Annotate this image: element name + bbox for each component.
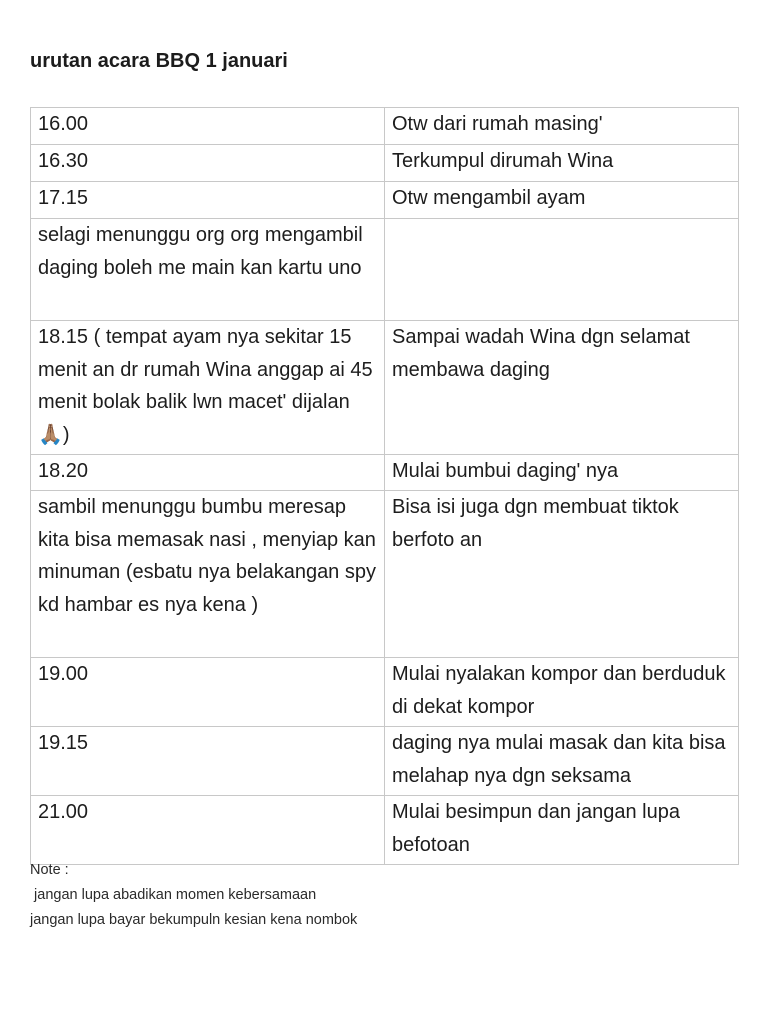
time-cell: selagi menunggu org org mengambil daging boleh me main kan kartu uno [31, 219, 385, 321]
table-row [31, 491, 739, 658]
table-row [31, 658, 739, 727]
time-cell: 16.00 [31, 108, 385, 145]
table-row [31, 108, 739, 145]
note-line: jangan lupa abadikan momen kebersamaan [30, 887, 317, 903]
time-cell: 19.00 [31, 658, 385, 727]
activity-cell: Sampai wadah Wina dgn selamat membawa daging [385, 321, 739, 455]
activity-cell: Otw dari rumah masing' [385, 108, 739, 145]
time-cell: 18.20 [31, 455, 385, 491]
activity-cell: daging nya mulai masak dan kita bisa melahap nya dgn seksama [385, 727, 739, 796]
table-row [31, 796, 739, 865]
activity-cell: Otw mengambil ayam [385, 182, 739, 219]
activity-cell [385, 219, 739, 321]
activity-cell: Terkumpul dirumah Wina [385, 145, 739, 182]
time-cell: 21.00 [31, 796, 385, 865]
schedule-table [30, 107, 739, 865]
time-cell: sambil menunggu bumbu meresap kita bisa memasak nasi , menyiap kan minuman (esbatu nya belakangan spy kd hambar es nya kena ) [31, 491, 385, 658]
activity-cell: Mulai besimpun dan jangan lupa befotoan [385, 796, 739, 865]
table-row [31, 727, 739, 796]
notes-heading: Note : [30, 862, 69, 878]
table-row [31, 455, 739, 491]
time-cell: 16.30 [31, 145, 385, 182]
time-cell: 18.15 ( tempat ayam nya sekitar 15 menit an dr rumah Wina anggap ai 45 menit bolak balik lwn macet' dijalan🙏🏽) [31, 321, 385, 455]
note-line: jangan lupa bayar bekumpuln kesian kena nombok [30, 912, 358, 928]
time-cell: 17.15 [31, 182, 385, 219]
table-row [31, 145, 739, 182]
table-row [31, 321, 739, 455]
time-cell: 19.15 [31, 727, 385, 796]
table-row [31, 219, 739, 321]
page-title: urutan acara BBQ 1 januari [30, 50, 288, 72]
activity-cell: Mulai nyalakan kompor dan berduduk di dekat kompor [385, 658, 739, 727]
notes-section [30, 858, 357, 933]
table-row [31, 182, 739, 219]
activity-cell: Bisa isi juga dgn membuat tiktok berfoto an [385, 491, 739, 658]
activity-cell: Mulai bumbui daging' nya [385, 455, 739, 491]
